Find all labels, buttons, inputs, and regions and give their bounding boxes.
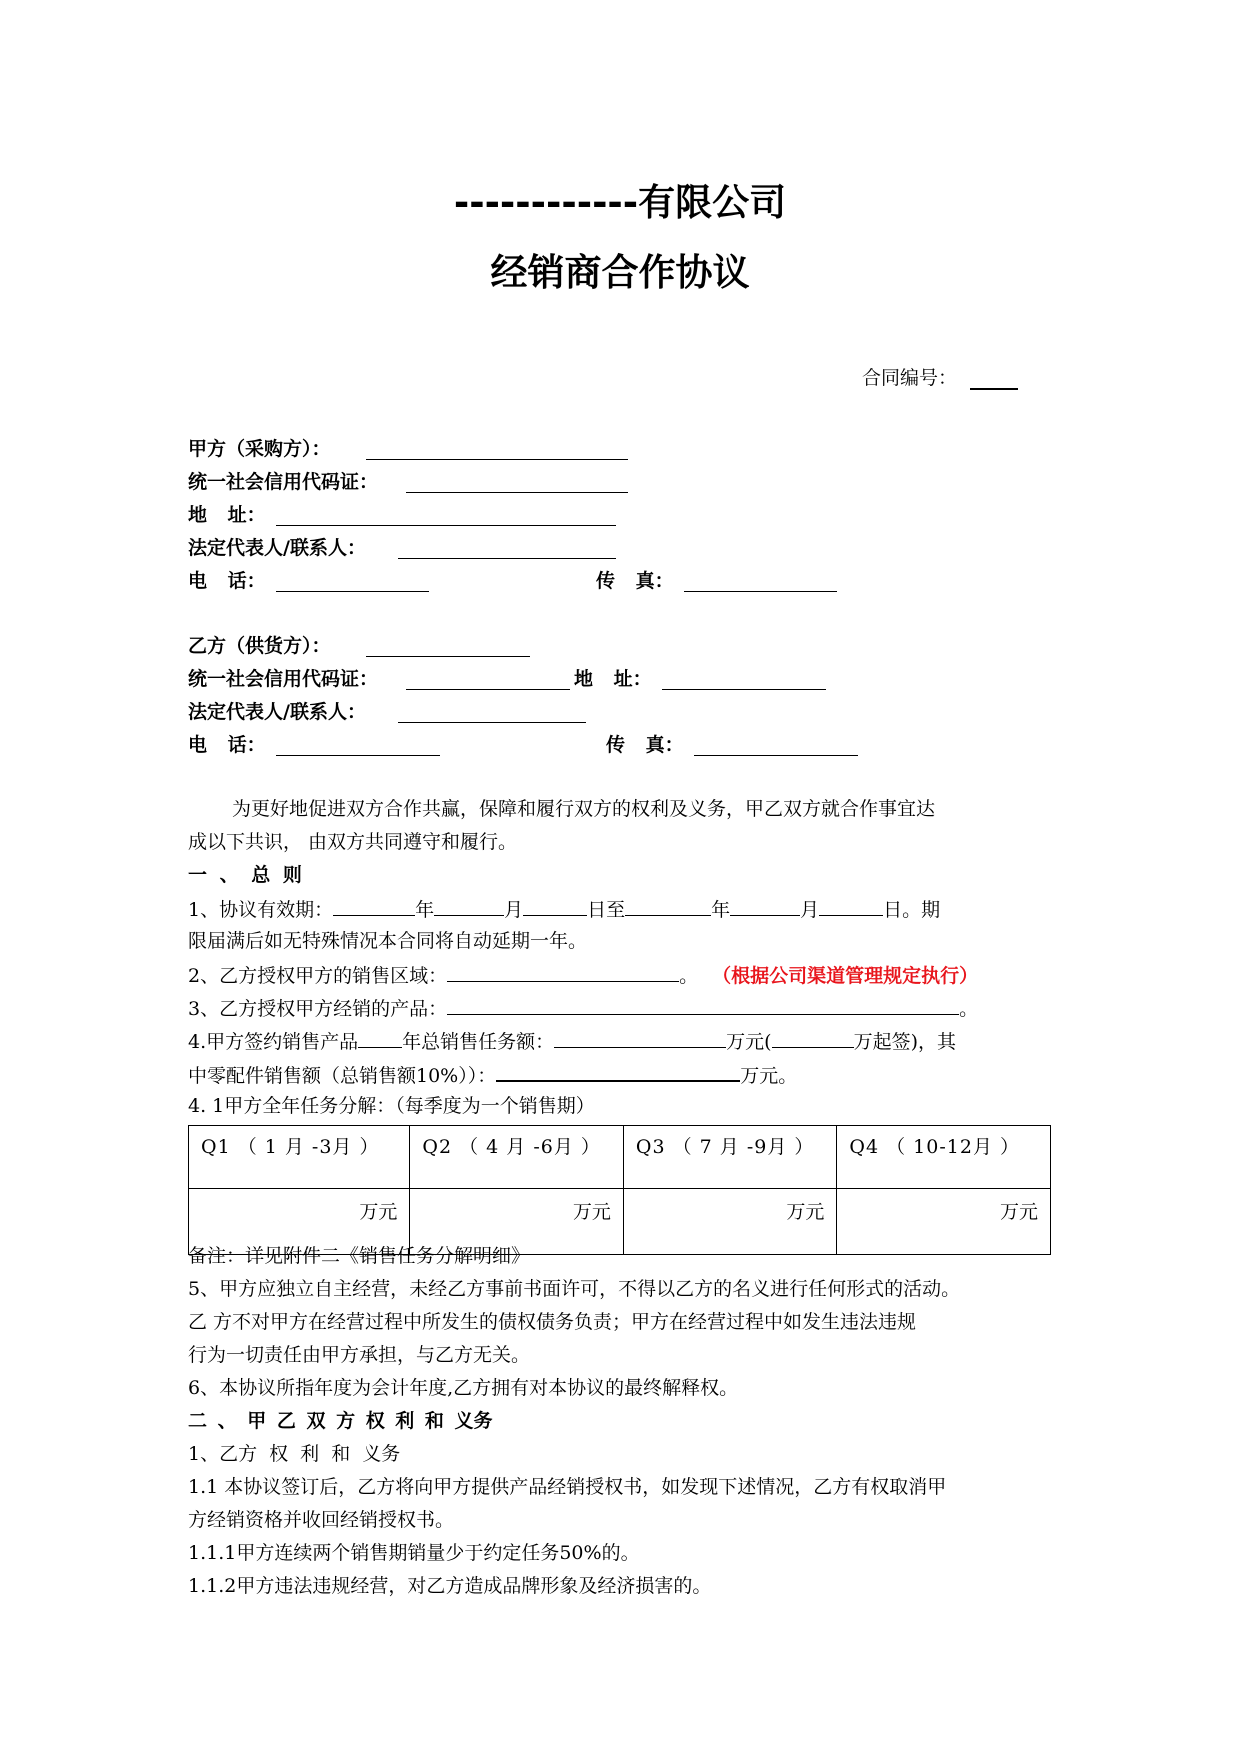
party-a-address-label: 地 址： (188, 504, 266, 526)
item-5-line-1: 5、甲方应独立自主经营，未经乙方事前书面许可，不得以乙方的名义进行任何形式的活动。 (188, 1278, 961, 1300)
party-a-rep-blank (398, 558, 616, 559)
q4-label: Q4 （ 10-12月 ） (837, 1126, 1051, 1189)
party-b-credit-blank (406, 689, 570, 690)
party-a-phone-label: 电 话： (188, 570, 266, 592)
q3-label: Q3 （ 7 月 -9月 ） (623, 1126, 837, 1189)
channel-note: （根据公司渠道管理规定执行） (712, 965, 979, 987)
item-1-line-2: 限届满后如无特殊情况本合同将自动延期一年。 (188, 930, 588, 952)
table-row (189, 1126, 1051, 1189)
party-a-address-blank (276, 525, 616, 526)
party-b-address-label: 地 址： (574, 668, 652, 690)
section-2-sub-1: 1、乙方 权 利 和 义务 (188, 1443, 401, 1465)
party-a-fax-label: 传 真： (596, 570, 674, 592)
q2-label: Q2 （ 4 月 -6月 ） (410, 1126, 624, 1189)
party-a-credit-label: 统一社会信用代码证： (188, 471, 379, 493)
party-a-phone-blank (276, 591, 429, 592)
document-title: 经销商合作协议 (490, 251, 750, 294)
party-b-fax-blank (694, 755, 858, 756)
item-3: 3、乙方授权甲方经销的产品： 。 (188, 995, 978, 1021)
item-5-line-3: 行为一切责任由甲方承担，与乙方无关。 (188, 1344, 531, 1366)
party-b-fax-label: 传 真： (606, 734, 684, 756)
item-5-line-2: 乙 方不对甲方在经营过程中所发生的债权债务负责；甲方在经营过程中如发生违法违规 (188, 1311, 917, 1333)
section-1-heading: 一 、 总 则 (188, 864, 302, 886)
party-a-credit-blank (406, 492, 628, 493)
party-b-rep-blank (398, 722, 586, 723)
intro-line-2: 成以下共识， 由双方共同遵守和履行。 (188, 831, 518, 853)
item-4-line-2: 中零配件销售额（总销售额10%））： 万元。 (188, 1061, 797, 1088)
party-b-rep-label: 法定代表人/联系人： (188, 701, 366, 723)
intro-line-1: 为更好地促进双方合作共赢，保障和履行双方的权利及义务，甲乙双方就合作事宜达 (232, 798, 936, 820)
party-a-rep-label: 法定代表人/联系人： (188, 537, 366, 559)
para-1-1-line-2: 方经销资格并收回经销授权书。 (188, 1509, 455, 1531)
party-b-credit-label: 统一社会信用代码证： (188, 668, 379, 690)
q4-amount: 万元 (837, 1189, 1051, 1255)
q1-label: Q1 （ 1 月 -3月 ） (189, 1126, 410, 1189)
item-2: 2、乙方授权甲方的销售区域： 。 （根据公司渠道管理规定执行） (188, 962, 978, 988)
item-1-line-1: 1、协议有效期： 年 月 日至 年 月 日。期 (188, 896, 940, 922)
remark: 备注：详见附件二《销售任务分解明细》 (188, 1245, 531, 1267)
contract-no-label: 合同编号： (862, 367, 958, 389)
quarter-task-table (188, 1125, 1051, 1255)
party-b-address-blank (662, 689, 826, 690)
item-4-line-1: 4.甲方签约销售产品 年总销售任务额： 万元( 万起签)，其 (188, 1028, 956, 1054)
q1-amount: 万元 (189, 1189, 410, 1255)
para-1-1-line-1: 1.1 本协议签订后，乙方将向甲方提供产品经销授权书，如发现下述情况，乙方有权取消甲 (188, 1476, 947, 1498)
contract-no-blank (970, 388, 1018, 390)
party-b-phone-blank (276, 755, 440, 756)
company-name: ------------有限公司 (453, 181, 787, 224)
party-a-name-blank (366, 459, 628, 460)
item-4-1-heading: 4. 1甲方全年任务分解：（每季度为一个销售期） (188, 1095, 595, 1117)
party-b-name-label: 乙方（供货方）： (188, 635, 331, 657)
section-2-heading: 二 、 甲 乙 双 方 权 利 和 义务 (188, 1410, 493, 1432)
party-b-name-blank (366, 656, 530, 657)
q2-amount: 万元 (410, 1189, 624, 1255)
item-6: 6、本协议所指年度为会计年度,乙方拥有对本协议的最终解释权。 (188, 1377, 739, 1399)
party-a-fax-blank (684, 591, 837, 592)
q3-amount: 万元 (623, 1189, 837, 1255)
para-1-1-2: 1.1.2甲方违法违规经营，对乙方造成品牌形象及经济损害的。 (188, 1575, 712, 1597)
party-b-phone-label: 电 话： (188, 734, 266, 756)
party-a-name-label: 甲方（采购方）： (188, 438, 331, 460)
para-1-1-1: 1.1.1甲方连续两个销售期销量少于约定任务50%的。 (188, 1542, 640, 1564)
